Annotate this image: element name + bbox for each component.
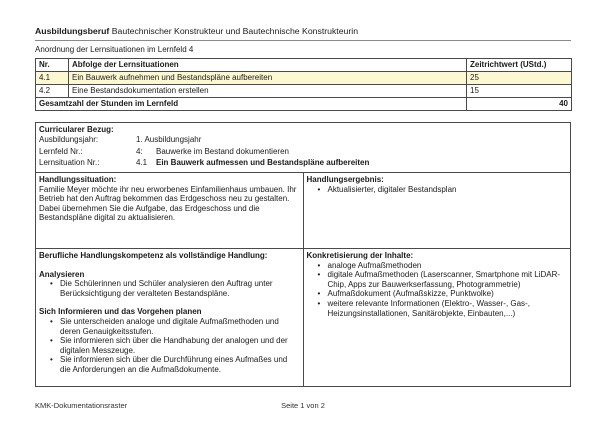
bullet-item: • Sie unterscheiden analoge und digitale Aufmaßmethoden und deren Genauigkeitsstufen.: [39, 317, 299, 336]
lernfeld-title: Bauwerke im Bestand dokumentieren: [156, 146, 289, 156]
field-value: [136, 157, 369, 169]
bullet-item: • weitere relevante Informationen (Elektro-, Wasser-, Gas-, Heizungsinstallationen, Sanitärobjekte, Einbauten,...): [307, 299, 567, 318]
cell-zeitrichtwert: 25: [467, 71, 572, 84]
field-label: Ausbildungsjahr:: [39, 135, 99, 145]
lernsituationen-table: [35, 58, 572, 111]
bullet-item: • Aktualisierter, digitaler Bestandsplan: [307, 185, 567, 195]
handlungsergebnis-heading: Handlungsergebnis:: [306, 174, 384, 184]
cell-zeitrichtwert: 15: [467, 84, 572, 97]
footer-doc-name: KMK-Dokumentationsraster: [35, 400, 128, 410]
table-header-row: [36, 58, 572, 71]
kompetenz-inhalte-row: [36, 248, 571, 386]
cell-nr: 4.2: [36, 84, 69, 97]
bullet-item: • Sie informieren sich über die Durchführung eines Aufmaßes und die Anforderungen an die Aufmaßdokumente.: [39, 355, 299, 374]
curricular-row-ausbildungsjahr: [39, 134, 566, 146]
total-row: [36, 97, 572, 110]
cell-nr: 4.1: [36, 71, 69, 84]
page-title: [35, 26, 571, 41]
kompetenz-cell: [36, 248, 304, 386]
col-header-abfolge: Abfolge der Lernsituationen: [69, 58, 467, 71]
total-label: Gesamtzahl der Stunden im Lernfeld: [36, 97, 467, 110]
cell-abfolge: Ein Bauwerk aufnehmen und Bestandspläne aufbereiten: [69, 71, 467, 84]
inhalte-heading: Konkretisierung der Inhalte:: [306, 250, 414, 260]
inhalte-cell: [303, 248, 571, 386]
field-value: 1. Ausbildungsjahr: [136, 135, 202, 145]
field-label: Lernsituation Nr.:: [39, 158, 100, 168]
kompetenz-heading: Berufliche Handlungskompetenz als vollständige Handlung:: [39, 250, 268, 260]
col-header-zeitrichtwert: Zeitrichtwert (UStd.): [467, 58, 572, 71]
table-row-4-2: [36, 84, 572, 97]
footer-page-number: Seite 1 von 2: [281, 400, 325, 410]
field-value: [136, 146, 289, 158]
total-value: 40: [467, 97, 572, 110]
bullet-item: • digitale Aufmaßmethoden (Laserscanner, Smartphone mit LiDAR-Chip, Apps zur Bauwerkserfassung, Photogrammetrie): [307, 270, 567, 289]
handlungssituation-heading: Handlungssituation:: [39, 174, 117, 184]
curricular-section: [36, 122, 571, 172]
bullet-item: • analoge Aufmaßmethoden: [307, 261, 567, 271]
table-caption: Anordnung der Lernsituationen im Lernfeld 4: [35, 45, 194, 54]
col-header-nr: Nr.: [36, 58, 69, 71]
bullet-item: • Sie informieren sich über die Handhabung der analogen und der digitalen Messzeuge.: [39, 336, 299, 355]
curricular-row-lernfeld: [39, 146, 566, 158]
handlungsergebnis-cell: [303, 172, 571, 248]
paragraph: Dabei übernehmen Sie die Aufgabe, das Erdgeschoss und die Bestandspläne digital zu aktualisieren.: [39, 203, 260, 223]
curricular-heading: Curricularer Bezug:: [39, 124, 114, 134]
bullet-item: • Aufmaßdokument (Aufmaßskizze, Punktwolke): [307, 289, 567, 299]
subheading-informieren: Sich Informieren und das Vorgehen planen: [39, 307, 202, 317]
title-label: Ausbildungsberuf: [35, 26, 110, 36]
field-label: Lernfeld Nr.:: [39, 146, 83, 156]
cell-abfolge: Eine Bestandsdokumentation erstellen: [69, 84, 467, 97]
lernfeld-number: 4:: [136, 146, 143, 156]
subheading-analysieren: Analysieren: [39, 269, 85, 279]
situation-ergebnis-row: [36, 172, 571, 248]
lernsituation-number: 4.1: [136, 158, 148, 168]
paragraph: Familie Meyer möchte ihr neu erworbenes Einfamilienhaus umbauen. Ihr Betrieb hat den Auftrag bekommen das Erdgeschoss neu zu gestalten.: [39, 184, 297, 204]
table-row-4-1: [36, 71, 572, 84]
bullet-item: • Die Schülerinnen und Schüler analysieren den Auftrag unter Berücksichtigung der veralteten Bestandspläne.: [39, 279, 299, 298]
lernsituation-title: Ein Bauwerk aufmessen und Bestandspläne aufbereiten: [156, 158, 370, 168]
page-footer: [35, 401, 571, 411]
lernsituation-detail-table: [35, 122, 571, 387]
curricular-row: [36, 122, 571, 172]
handlungssituation-cell: [36, 172, 304, 248]
title-text: Bautechnischer Konstrukteur und Bautechnische Konstrukteurin: [109, 26, 359, 36]
curricular-row-lernsituation: [39, 157, 566, 169]
